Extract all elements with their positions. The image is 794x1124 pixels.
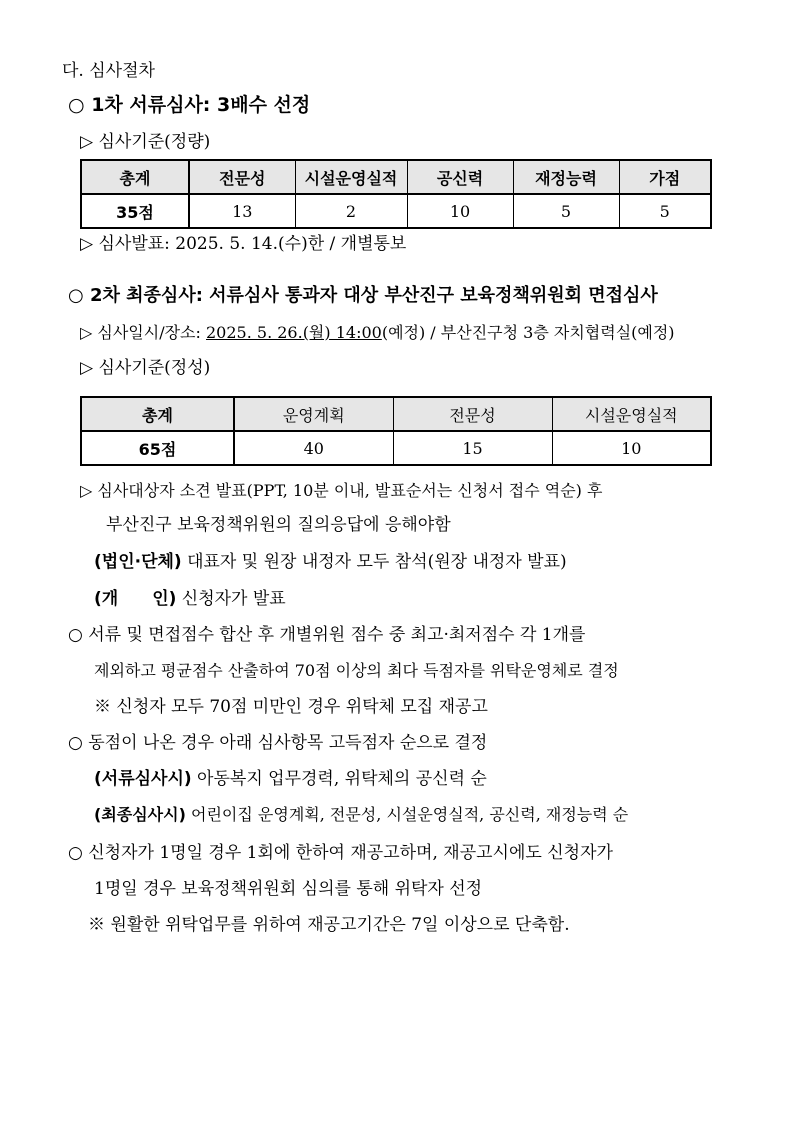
schedule-date: 2025. 5. 26.(월) 14:00 — [206, 323, 382, 342]
cell-total: 35점 — [81, 194, 189, 228]
cell-operation-plan: 40 — [234, 431, 393, 465]
cell-facility-record: 2 — [295, 194, 407, 228]
rule1-note: ※ 신청자 모두 70점 미만인 경우 위탁체 모집 재공고 — [94, 697, 488, 717]
header-total: 총계 — [81, 397, 234, 431]
rule2-line1: ○ 동점이 나온 경우 아래 심사항목 고득점자 순으로 결정 — [68, 733, 488, 753]
rule1-line2: 제외하고 평균점수 산출하여 70점 이상의 최다 득점자를 위탁운영체로 결정 — [94, 661, 619, 680]
header-facility-record: 시설운영실적 — [552, 397, 711, 431]
indiv-text: 신청자가 발표 — [176, 589, 286, 609]
indiv-label: (개 인) — [94, 589, 177, 609]
rule3-note: ※ 원활한 위탁업무를 위하여 재공고기간은 7일 이상으로 단축함. — [88, 915, 570, 935]
rule2-doc-line — [94, 768, 487, 790]
schedule-prefix: ▷ 심사일시/장소: — [80, 323, 206, 342]
header-operation-plan: 운영계획 — [234, 397, 393, 431]
stage2-schedule — [80, 322, 675, 344]
cell-bonus: 5 — [619, 194, 711, 228]
schedule-suffix: (예정) / 부산진구청 3층 자치협력실(예정) — [381, 323, 675, 342]
table-header-row — [81, 160, 711, 194]
stage2-criteria-label: ▷ 심사기준(정성) — [80, 358, 211, 378]
stage1-criteria-label: ▷ 심사기준(정량) — [80, 132, 211, 152]
stage1-heading: ○ 1차 서류심사: 3배수 선정 — [68, 94, 311, 116]
header-credibility: 공신력 — [407, 160, 513, 194]
rule1-line1: ○ 서류 및 면접점수 합산 후 개별위원 점수 중 최고·최저점수 각 1개를 — [68, 625, 586, 645]
cell-financial: 5 — [513, 194, 619, 228]
stage2-present-line1: ▷ 심사대상자 소견 발표(PPT, 10분 이내, 발표순서는 신청서 접수 역순) 후 — [80, 481, 603, 500]
stage1-announce: ▷ 심사발표: 2025. 5. 14.(수)한 / 개별통보 — [80, 234, 407, 254]
cell-expertise: 13 — [189, 194, 295, 228]
stage1-criteria-table — [80, 159, 712, 229]
section-heading: 다. 심사절차 — [62, 61, 155, 81]
header-expertise: 전문성 — [189, 160, 295, 194]
stage2-corp-line — [94, 551, 567, 573]
rule2-final-line — [94, 804, 628, 826]
corp-text: 대표자 및 원장 내정자 모두 참석(원장 내정자 발표) — [181, 552, 567, 572]
rule3-line1: ○ 신청자가 1명일 경우 1회에 한하여 재공고하며, 재공고시에도 신청자가 — [68, 843, 613, 863]
rule3-line2: 1명일 경우 보육정책위원회 심의를 통해 위탁자 선정 — [94, 879, 483, 899]
cell-total: 65점 — [81, 431, 234, 465]
table-row — [81, 194, 711, 228]
final-review-label: (최종심사시) — [94, 805, 186, 824]
corp-label: (법인·단체) — [94, 552, 182, 572]
cell-facility-record: 10 — [552, 431, 711, 465]
stage2-present-line2: 부산진구 보육정책위원의 질의응답에 응해야함 — [106, 515, 451, 535]
doc-review-text: 아동복지 업무경력, 위탁체의 공신력 순 — [191, 769, 487, 789]
header-expertise: 전문성 — [393, 397, 552, 431]
header-bonus: 가점 — [619, 160, 711, 194]
final-review-text: 어린이집 운영계획, 전문성, 시설운영실적, 공신력, 재정능력 순 — [185, 805, 629, 824]
cell-expertise: 15 — [393, 431, 552, 465]
doc-review-label: (서류심사시) — [94, 769, 192, 789]
stage2-criteria-table — [80, 396, 712, 466]
stage2-heading: ○ 2차 최종심사: 서류심사 통과자 대상 부산진구 보육정책위원회 면접심사 — [68, 285, 658, 306]
header-total: 총계 — [81, 160, 189, 194]
table-header-row — [81, 397, 711, 431]
header-facility-record: 시설운영실적 — [295, 160, 407, 194]
cell-credibility: 10 — [407, 194, 513, 228]
header-financial: 재정능력 — [513, 160, 619, 194]
table-row — [81, 431, 711, 465]
stage2-indiv-line — [94, 588, 286, 610]
